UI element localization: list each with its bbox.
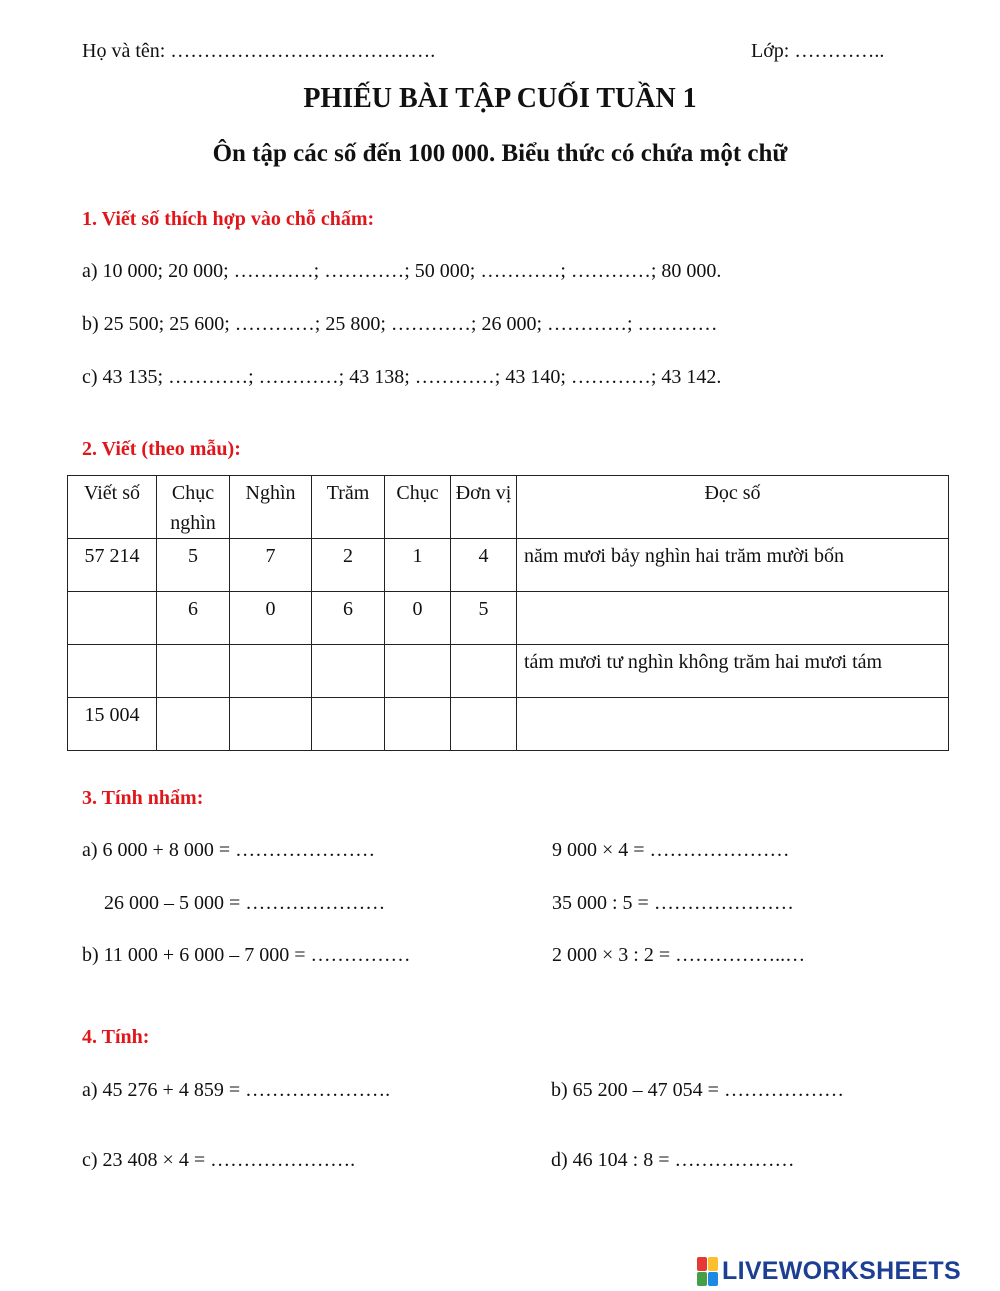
header-nghin: Nghìn <box>230 476 312 539</box>
brand-wordmark: LIVEWORKSHEETS <box>722 1256 961 1285</box>
section-1-line-b: b) 25 500; 25 600; …………; 25 800; …………; 26 000; …………; ………… <box>82 313 718 335</box>
cell-chuc-nghin: 6 <box>157 592 230 645</box>
cell-don-vi <box>451 698 517 751</box>
mental-math-a3: 9 000 × 4 = ………………… <box>552 839 790 861</box>
mark-square-yellow <box>708 1257 718 1271</box>
cell-tram: 6 <box>312 592 385 645</box>
mental-math-b1: b) 11 000 + 6 000 – 7 000 = …………… <box>82 944 411 966</box>
cell-tram <box>312 645 385 698</box>
cell-chuc-nghin <box>157 645 230 698</box>
calc-a: a) 45 276 + 4 859 = …………………. <box>82 1079 391 1101</box>
header-doc-so: Đọc số <box>517 476 949 539</box>
place-value-table <box>67 475 949 751</box>
header-chuc: Chục <box>385 476 451 539</box>
mental-math-a4: 35 000 : 5 = ………………… <box>552 892 794 914</box>
calc-d: d) 46 104 : 8 = ……………… <box>551 1149 795 1171</box>
cell-nghin: 0 <box>230 592 312 645</box>
header-viet-so: Viết số <box>68 476 157 539</box>
section-3-heading: 3. Tính nhẩm: <box>82 787 204 809</box>
table-row <box>68 645 949 698</box>
section-1-heading: 1. Viết số thích hợp vào chỗ chấm: <box>82 208 375 230</box>
page-subtitle: Ôn tập các số đến 100 000. Biểu thức có chứa một chữ <box>212 140 788 167</box>
table-row <box>68 698 949 751</box>
page-title: PHIẾU BÀI TẬP CUỐI TUẦN 1 <box>303 83 697 114</box>
calc-c: c) 23 408 × 4 = …………………. <box>82 1149 356 1171</box>
cell-chuc-nghin <box>157 698 230 751</box>
mental-math-a2: 26 000 – 5 000 = ………………… <box>104 892 386 914</box>
cell-number <box>68 592 157 645</box>
mark-square-red <box>697 1257 707 1271</box>
name-field-label: Họ và tên: …………………………………. <box>82 40 436 62</box>
cell-reading: năm mươi bảy nghìn hai trăm mười bốn <box>517 539 949 592</box>
cell-number <box>68 645 157 698</box>
cell-don-vi: 5 <box>451 592 517 645</box>
calc-b: b) 65 200 – 47 054 = ……………… <box>551 1079 844 1101</box>
table-row <box>68 539 949 592</box>
class-field-label: Lớp: ………….. <box>751 40 885 62</box>
mental-math-a1: a) 6 000 + 8 000 = ………………… <box>82 839 376 861</box>
cell-number: 15 004 <box>68 698 157 751</box>
cell-reading <box>517 592 949 645</box>
mark-square-green <box>697 1272 707 1286</box>
cell-tram: 2 <box>312 539 385 592</box>
cell-don-vi <box>451 645 517 698</box>
cell-don-vi: 4 <box>451 539 517 592</box>
header-chuc-nghin: Chục nghìn <box>157 476 230 539</box>
cell-tram <box>312 698 385 751</box>
cell-reading <box>517 698 949 751</box>
cell-reading: tám mươi tư nghìn không trăm hai mươi tám <box>517 645 949 698</box>
section-4-heading: 4. Tính: <box>82 1026 150 1048</box>
section-1-line-c: c) 43 135; …………; …………; 43 138; …………; 43 140; …………; 43 142. <box>82 366 722 388</box>
table-header-row <box>68 476 949 539</box>
liveworksheets-logo <box>697 1255 961 1287</box>
table-row <box>68 592 949 645</box>
cell-nghin <box>230 698 312 751</box>
cell-chuc <box>385 698 451 751</box>
section-2-heading: 2. Viết (theo mẫu): <box>82 438 241 460</box>
cell-nghin: 7 <box>230 539 312 592</box>
cell-chuc-nghin: 5 <box>157 539 230 592</box>
header-tram: Trăm <box>312 476 385 539</box>
mark-square-blue <box>708 1272 718 1286</box>
cell-chuc: 0 <box>385 592 451 645</box>
cell-chuc: 1 <box>385 539 451 592</box>
mental-math-b2: 2 000 × 3 : 2 = ……………..… <box>552 944 806 966</box>
cell-number: 57 214 <box>68 539 157 592</box>
header-don-vi: Đơn vị <box>451 476 517 539</box>
cell-chuc <box>385 645 451 698</box>
cell-nghin <box>230 645 312 698</box>
section-1-line-a: a) 10 000; 20 000; …………; …………; 50 000; …………; …………; 80 000. <box>82 260 722 282</box>
liveworksheets-mark-icon <box>697 1257 718 1286</box>
